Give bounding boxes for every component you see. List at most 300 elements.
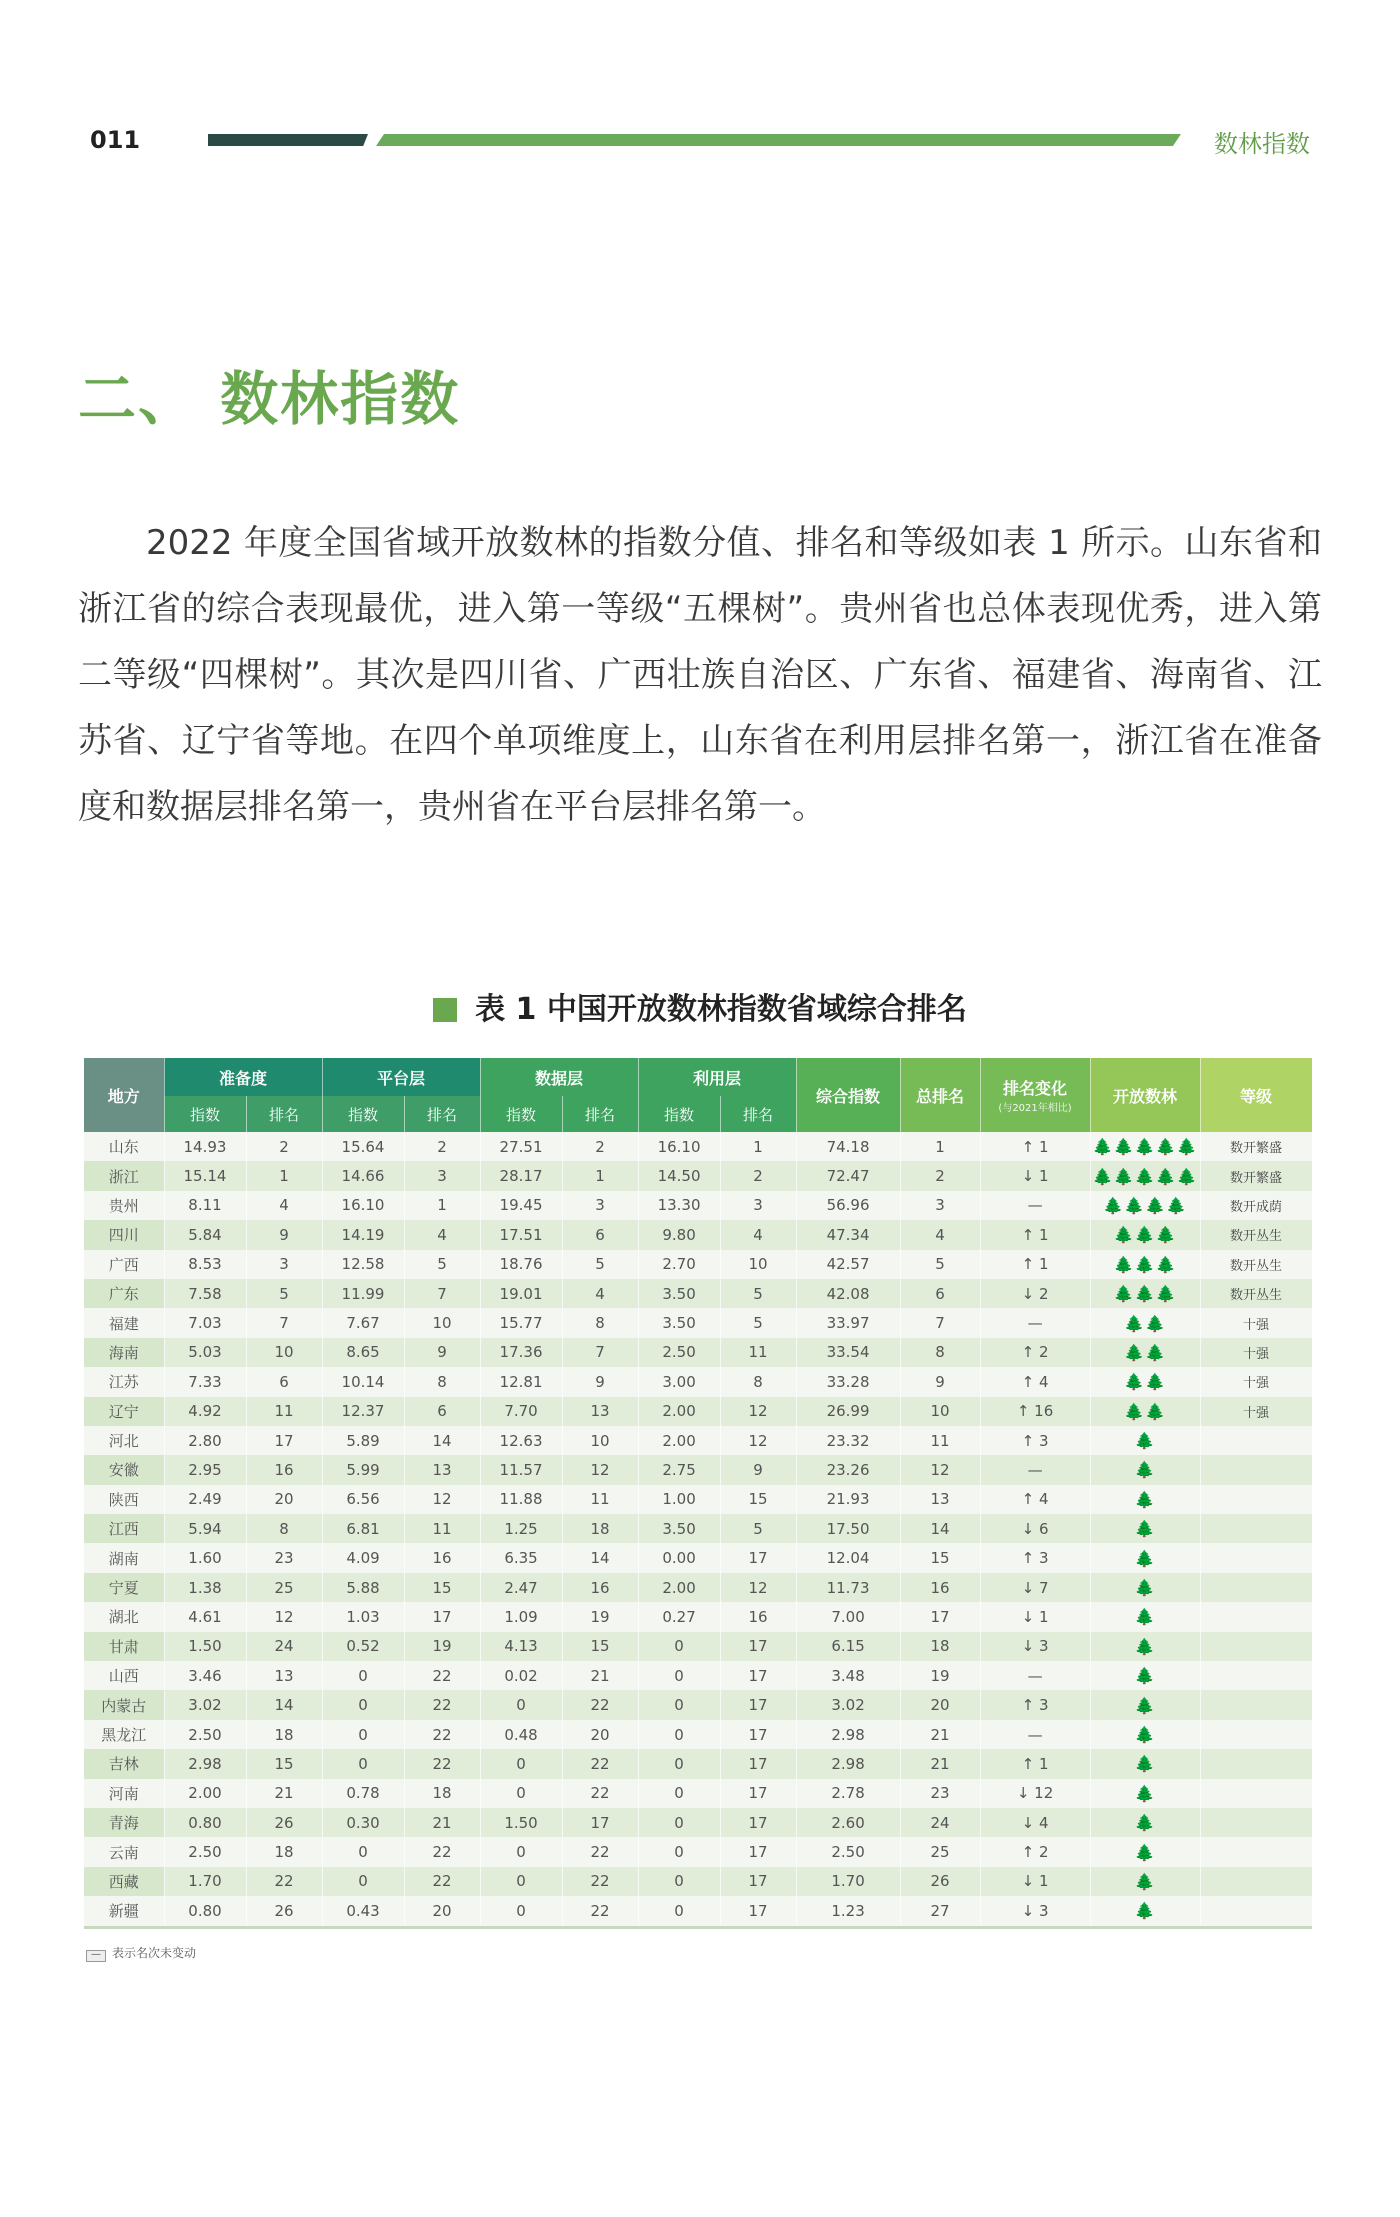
grade-cell (1200, 1426, 1312, 1455)
table-cell: 12.81 (480, 1367, 562, 1396)
table-cell: ↑ 4 (980, 1367, 1090, 1396)
table-caption (0, 984, 1400, 1028)
table-cell: 7.33 (164, 1367, 246, 1396)
table-cell: 11.99 (322, 1279, 404, 1308)
region-cell: 山东 (84, 1132, 164, 1161)
region-cell: 福建 (84, 1308, 164, 1337)
table-cell: 5.89 (322, 1426, 404, 1455)
table-cell: 16 (900, 1573, 980, 1602)
table-cell: 0.02 (480, 1661, 562, 1690)
table-cell: ↓ 2 (980, 1279, 1090, 1308)
table-cell: 0.30 (322, 1808, 404, 1837)
table-cell: 19 (900, 1661, 980, 1690)
table-cell: 12.63 (480, 1426, 562, 1455)
table-row (84, 1250, 1312, 1279)
table-cell: 5 (720, 1308, 796, 1337)
table-cell: 11.57 (480, 1455, 562, 1484)
table-cell: 22 (404, 1837, 480, 1866)
table-cell: ↑ 3 (980, 1543, 1090, 1572)
table-cell: 6 (562, 1220, 638, 1249)
table-cell: 21 (246, 1779, 322, 1808)
table-cell: 18.76 (480, 1250, 562, 1279)
trees-cell: 🌲🌲 (1090, 1367, 1200, 1396)
table-cell: 17 (720, 1896, 796, 1925)
region-cell: 甘肃 (84, 1632, 164, 1661)
trees-cell: 🌲🌲🌲 (1090, 1220, 1200, 1249)
table-cell: 18 (562, 1514, 638, 1543)
region-cell: 青海 (84, 1808, 164, 1837)
trees-cell: 🌲 (1090, 1690, 1200, 1719)
table-cell: 13 (246, 1661, 322, 1690)
header-readiness-index: 指数 (164, 1096, 246, 1132)
table-cell: ↓ 12 (980, 1779, 1090, 1808)
table-cell: 17 (720, 1808, 796, 1837)
table-cell: 5 (720, 1514, 796, 1543)
table-cell: 6 (246, 1367, 322, 1396)
region-cell: 山西 (84, 1661, 164, 1690)
table-cell: 0 (322, 1720, 404, 1749)
header-platform-index: 指数 (322, 1096, 404, 1132)
table-cell: 15 (404, 1573, 480, 1602)
table-cell: 3.50 (638, 1514, 720, 1543)
table-cell: 4.13 (480, 1632, 562, 1661)
table-cell: 21 (404, 1808, 480, 1837)
grade-cell (1200, 1514, 1312, 1543)
table-cell: 15 (900, 1543, 980, 1572)
header-platform-rank: 排名 (404, 1096, 480, 1132)
table-cell: 0 (638, 1720, 720, 1749)
grade-cell: 数开丛生 (1200, 1279, 1312, 1308)
grade-cell (1200, 1867, 1312, 1896)
table-cell: 0.80 (164, 1808, 246, 1837)
table-cell: 1.60 (164, 1543, 246, 1572)
ranking-table (84, 1058, 1312, 1929)
trees-cell: 🌲 (1090, 1896, 1200, 1925)
table-cell: 24 (900, 1808, 980, 1837)
grade-cell (1200, 1573, 1312, 1602)
table-cell: 12 (562, 1455, 638, 1484)
table-cell: 11 (246, 1397, 322, 1426)
table-cell: 12.04 (796, 1543, 900, 1572)
trees-cell: 🌲 (1090, 1573, 1200, 1602)
table-cell: 2 (404, 1132, 480, 1161)
grade-cell: 十强 (1200, 1308, 1312, 1337)
table-cell: 1.23 (796, 1896, 900, 1925)
table-cell: 6 (900, 1279, 980, 1308)
table-cell: 12 (720, 1426, 796, 1455)
table-cell: 3 (562, 1191, 638, 1220)
table-cell: 11 (720, 1338, 796, 1367)
table-cell: 12 (720, 1397, 796, 1426)
table-cell: 1.50 (164, 1632, 246, 1661)
table-cell: 11.88 (480, 1485, 562, 1514)
table-cell: 0 (480, 1749, 562, 1778)
table-cell: 16.10 (638, 1132, 720, 1161)
table-cell: 19.45 (480, 1191, 562, 1220)
trees-cell: 🌲 (1090, 1837, 1200, 1866)
table-row (84, 1191, 1312, 1220)
table-row (84, 1896, 1312, 1925)
region-cell: 云南 (84, 1837, 164, 1866)
table-cell: ↑ 2 (980, 1338, 1090, 1367)
table-cell: 0 (322, 1661, 404, 1690)
header-data-layer: 数据层 (480, 1058, 638, 1096)
trees-cell: 🌲 (1090, 1602, 1200, 1631)
table-cell: 2.00 (164, 1779, 246, 1808)
table-cell: 72.47 (796, 1161, 900, 1190)
table-cell: 26 (246, 1808, 322, 1837)
table-cell: 7 (900, 1308, 980, 1337)
table-cell: 17 (720, 1720, 796, 1749)
table-cell: 17 (720, 1749, 796, 1778)
region-cell: 吉林 (84, 1749, 164, 1778)
table-cell: ↓ 4 (980, 1808, 1090, 1837)
table-cell: 10 (246, 1338, 322, 1367)
header-data-rank: 排名 (562, 1096, 638, 1132)
header-data-index: 指数 (480, 1096, 562, 1132)
table-row (84, 1661, 1312, 1690)
trees-cell: 🌲 (1090, 1867, 1200, 1896)
table-row (84, 1837, 1312, 1866)
table-cell: 2.00 (638, 1573, 720, 1602)
table-row (84, 1338, 1312, 1367)
trees-cell: 🌲 (1090, 1455, 1200, 1484)
grade-cell (1200, 1632, 1312, 1661)
table-cell: 13 (562, 1397, 638, 1426)
table-cell: 7.00 (796, 1602, 900, 1631)
table-cell: 2.78 (796, 1779, 900, 1808)
table-cell: 2.98 (796, 1720, 900, 1749)
table-cell: 22 (404, 1749, 480, 1778)
header-readiness: 准备度 (164, 1058, 322, 1096)
table-row (84, 1543, 1312, 1572)
header-readiness-rank: 排名 (246, 1096, 322, 1132)
trees-cell: 🌲 (1090, 1749, 1200, 1778)
table-cell: 56.96 (796, 1191, 900, 1220)
table-cell: 0 (638, 1808, 720, 1837)
grade-cell: 数开成荫 (1200, 1191, 1312, 1220)
trees-cell: 🌲🌲🌲 (1090, 1250, 1200, 1279)
table-cell: 2.47 (480, 1573, 562, 1602)
grade-cell (1200, 1455, 1312, 1484)
section-title: 二、 数林指数 (78, 365, 461, 433)
trees-cell: 🌲 (1090, 1632, 1200, 1661)
table-cell: 10 (720, 1250, 796, 1279)
intro-paragraph: 2022 年度全国省域开放数林的指数分值、排名和等级如表 1 所示。山东省和浙江省的综合表现最优，进入第一等级“五棵树”。贵州省也总体表现优秀，进入第二等级“四棵树”。其次是四川省、广西壮族自治区、广东省、福建省、海南省、江苏省、辽宁省等地。在四个单项维度上，山东省在利用层排名第一，浙江省在准备度和数据层排名第一，贵州省在平台层排名第一。 (78, 523, 1322, 827)
trees-cell: 🌲 (1090, 1779, 1200, 1808)
table-cell: 7 (562, 1338, 638, 1367)
table-cell: 17 (900, 1602, 980, 1631)
table-row (84, 1220, 1312, 1249)
grade-cell: 数开繁盛 (1200, 1132, 1312, 1161)
table-cell: 1.03 (322, 1602, 404, 1631)
region-cell: 西藏 (84, 1867, 164, 1896)
table-cell: 14 (246, 1690, 322, 1719)
grade-cell (1200, 1485, 1312, 1514)
region-cell: 河南 (84, 1779, 164, 1808)
table-cell: 6.56 (322, 1485, 404, 1514)
table-cell: 0 (638, 1690, 720, 1719)
header-usage: 利用层 (638, 1058, 796, 1096)
table-row (84, 1426, 1312, 1455)
table-cell: 1.70 (796, 1867, 900, 1896)
trees-cell: 🌲 (1090, 1485, 1200, 1514)
table-cell: 5.03 (164, 1338, 246, 1367)
table-cell: 5 (720, 1279, 796, 1308)
table-cell: 3.46 (164, 1661, 246, 1690)
table-cell: 8 (562, 1308, 638, 1337)
table-cell: 4 (720, 1220, 796, 1249)
table-cell: 9 (562, 1367, 638, 1396)
table-cell: 1 (562, 1161, 638, 1190)
table-cell: 19 (562, 1602, 638, 1631)
table-cell: 0 (638, 1837, 720, 1866)
table-cell: 16 (562, 1573, 638, 1602)
grade-cell (1200, 1896, 1312, 1925)
table-cell: 25 (900, 1837, 980, 1866)
table-cell: 5 (246, 1279, 322, 1308)
table-cell: 15 (246, 1749, 322, 1778)
table-cell: 1 (246, 1161, 322, 1190)
table-cell: 14 (562, 1543, 638, 1572)
region-cell: 浙江 (84, 1161, 164, 1190)
table-cell: — (980, 1720, 1090, 1749)
grade-cell: 十强 (1200, 1397, 1312, 1426)
region-cell: 海南 (84, 1338, 164, 1367)
table-cell: 9 (404, 1338, 480, 1367)
table-cell: 9 (246, 1220, 322, 1249)
trees-cell: 🌲 (1090, 1543, 1200, 1572)
table-cell: 2.50 (164, 1720, 246, 1749)
table-cell: 11 (900, 1426, 980, 1455)
table-cell: 11.73 (796, 1573, 900, 1602)
table-cell: 23 (246, 1543, 322, 1572)
table-cell: 2.60 (796, 1808, 900, 1837)
region-cell: 四川 (84, 1220, 164, 1249)
table-cell: ↓ 3 (980, 1632, 1090, 1661)
table-cell: 7 (404, 1279, 480, 1308)
table-cell: 7.03 (164, 1308, 246, 1337)
header-rank-change-label: 排名变化 (1003, 1079, 1068, 1098)
table-cell: ↑ 3 (980, 1690, 1090, 1719)
header-trees: 开放数林 (1090, 1058, 1200, 1132)
header-grade: 等级 (1200, 1058, 1312, 1132)
table-cell: ↑ 1 (980, 1132, 1090, 1161)
legend-text: 表示名次未变动 (112, 1946, 197, 1960)
table-cell: 3 (720, 1191, 796, 1220)
table-cell: 14.50 (638, 1161, 720, 1190)
table-cell: ↓ 3 (980, 1896, 1090, 1925)
trees-cell: 🌲 (1090, 1661, 1200, 1690)
table-row (84, 1632, 1312, 1661)
grade-cell (1200, 1543, 1312, 1572)
table-cell: 21 (900, 1720, 980, 1749)
trees-cell: 🌲🌲🌲 (1090, 1279, 1200, 1308)
region-cell: 辽宁 (84, 1397, 164, 1426)
table-cell: ↓ 6 (980, 1514, 1090, 1543)
table-cell: ↓ 1 (980, 1867, 1090, 1896)
table-cell: ↓ 7 (980, 1573, 1090, 1602)
grade-cell: 十强 (1200, 1338, 1312, 1367)
table-cell: 0 (638, 1779, 720, 1808)
table-cell: 3 (246, 1250, 322, 1279)
trees-cell: 🌲 (1090, 1514, 1200, 1543)
table-cell: 33.54 (796, 1338, 900, 1367)
region-cell: 湖南 (84, 1543, 164, 1572)
table-cell: 1.50 (480, 1808, 562, 1837)
header-platform: 平台层 (322, 1058, 480, 1096)
table-cell: 28.17 (480, 1161, 562, 1190)
region-cell: 内蒙古 (84, 1690, 164, 1719)
table-cell: 12 (720, 1573, 796, 1602)
table-cell: 20 (562, 1720, 638, 1749)
table-cell: 1 (900, 1132, 980, 1161)
table-cell: 2.70 (638, 1250, 720, 1279)
table-cell: 0 (480, 1896, 562, 1925)
header-bar-green (376, 134, 1181, 146)
table-row (84, 1749, 1312, 1778)
grade-cell (1200, 1779, 1312, 1808)
table-cell: 5 (900, 1250, 980, 1279)
table-cell: 17 (404, 1602, 480, 1631)
table-cell: 8.53 (164, 1250, 246, 1279)
table-cell: 1.70 (164, 1867, 246, 1896)
table-cell: 74.18 (796, 1132, 900, 1161)
table-cell: 12.58 (322, 1250, 404, 1279)
table-cell: ↑ 2 (980, 1837, 1090, 1866)
table-cell: 26 (246, 1896, 322, 1925)
table-cell: 26.99 (796, 1397, 900, 1426)
table-cell: 6.15 (796, 1632, 900, 1661)
table-cell: 7.70 (480, 1397, 562, 1426)
table-cell: 11 (562, 1485, 638, 1514)
grade-cell (1200, 1602, 1312, 1631)
table-cell: 4 (562, 1279, 638, 1308)
table-cell: 22 (404, 1867, 480, 1896)
table-cell: 6 (404, 1397, 480, 1426)
table-cell: 18 (900, 1632, 980, 1661)
table-cell: 22 (404, 1661, 480, 1690)
table-cell: 8 (900, 1338, 980, 1367)
table-cell: 0.27 (638, 1602, 720, 1631)
grade-cell (1200, 1749, 1312, 1778)
region-cell: 陕西 (84, 1485, 164, 1514)
table-cell: 22 (246, 1867, 322, 1896)
table-cell: 47.34 (796, 1220, 900, 1249)
table-cell: 18 (404, 1779, 480, 1808)
region-cell: 宁夏 (84, 1573, 164, 1602)
table-cell: 0.52 (322, 1632, 404, 1661)
table-cell: 42.57 (796, 1250, 900, 1279)
table-cell: 17.50 (796, 1514, 900, 1543)
table-cell: 9 (900, 1367, 980, 1396)
table-cell: 0 (480, 1690, 562, 1719)
table-row (84, 1690, 1312, 1719)
header-overall-rank: 总排名 (900, 1058, 980, 1132)
trees-cell: 🌲🌲 (1090, 1397, 1200, 1426)
table-cell: 20 (404, 1896, 480, 1925)
table-cell: 4.09 (322, 1543, 404, 1572)
table-cell: 4.61 (164, 1602, 246, 1631)
trees-cell: 🌲 (1090, 1808, 1200, 1837)
table-cell: — (980, 1455, 1090, 1484)
table-cell: 5.94 (164, 1514, 246, 1543)
table-cell: 0.43 (322, 1896, 404, 1925)
table-cell: 2.98 (796, 1749, 900, 1778)
table-cell: 5.88 (322, 1573, 404, 1602)
table-cell: 17 (720, 1543, 796, 1572)
table-cell: 0 (638, 1896, 720, 1925)
region-cell: 江西 (84, 1514, 164, 1543)
table-cell: 15.64 (322, 1132, 404, 1161)
table-row (84, 1485, 1312, 1514)
trees-cell: 🌲🌲 (1090, 1308, 1200, 1337)
grade-cell (1200, 1837, 1312, 1866)
table-cell: 16.10 (322, 1191, 404, 1220)
table-cell: 12 (404, 1485, 480, 1514)
grade-cell: 数开丛生 (1200, 1220, 1312, 1249)
table-cell: 16 (246, 1455, 322, 1484)
table-cell: — (980, 1661, 1090, 1690)
table-cell: 14.93 (164, 1132, 246, 1161)
table-row (84, 1573, 1312, 1602)
trees-cell: 🌲🌲🌲🌲🌲 (1090, 1132, 1200, 1161)
table-cell: 17 (720, 1690, 796, 1719)
table-cell: 26 (900, 1867, 980, 1896)
table-row (84, 1279, 1312, 1308)
table-cell: 0 (322, 1749, 404, 1778)
table-cell: 22 (562, 1690, 638, 1719)
table-cell: 0.78 (322, 1779, 404, 1808)
table-cell: 0 (480, 1867, 562, 1896)
table-cell: 22 (562, 1896, 638, 1925)
table-cell: 16 (720, 1602, 796, 1631)
trees-cell: 🌲🌲🌲🌲🌲 (1090, 1161, 1200, 1190)
region-cell: 安徽 (84, 1455, 164, 1484)
table-cell: 3.48 (796, 1661, 900, 1690)
table-cell: 19.01 (480, 1279, 562, 1308)
table-cell: 4 (900, 1220, 980, 1249)
table-cell: ↑ 16 (980, 1397, 1090, 1426)
region-cell: 广西 (84, 1250, 164, 1279)
table-cell: 6.35 (480, 1543, 562, 1572)
trees-cell: 🌲🌲🌲🌲 (1090, 1191, 1200, 1220)
grade-cell (1200, 1661, 1312, 1690)
table-cell: ↑ 1 (980, 1749, 1090, 1778)
table-cell: 5 (404, 1250, 480, 1279)
table-cell: 17 (720, 1779, 796, 1808)
table-cell: ↓ 1 (980, 1161, 1090, 1190)
table-cell: 22 (562, 1779, 638, 1808)
table-cell: 4 (404, 1220, 480, 1249)
table-row (84, 1308, 1312, 1337)
table-cell: ↑ 4 (980, 1485, 1090, 1514)
table-cell: 7.67 (322, 1308, 404, 1337)
region-cell: 新疆 (84, 1896, 164, 1925)
table-row (84, 1367, 1312, 1396)
table-cell: 18 (246, 1837, 322, 1866)
table-cell: 0.00 (638, 1543, 720, 1572)
table-row (84, 1161, 1312, 1190)
table-cell: 22 (562, 1867, 638, 1896)
table-cell: 14 (404, 1426, 480, 1455)
table-cell: 5.99 (322, 1455, 404, 1484)
table-cell: 20 (900, 1690, 980, 1719)
region-cell: 江苏 (84, 1367, 164, 1396)
legend-dash-icon: — (86, 1950, 106, 1962)
table-cell: 0 (322, 1690, 404, 1719)
table-row (84, 1720, 1312, 1749)
